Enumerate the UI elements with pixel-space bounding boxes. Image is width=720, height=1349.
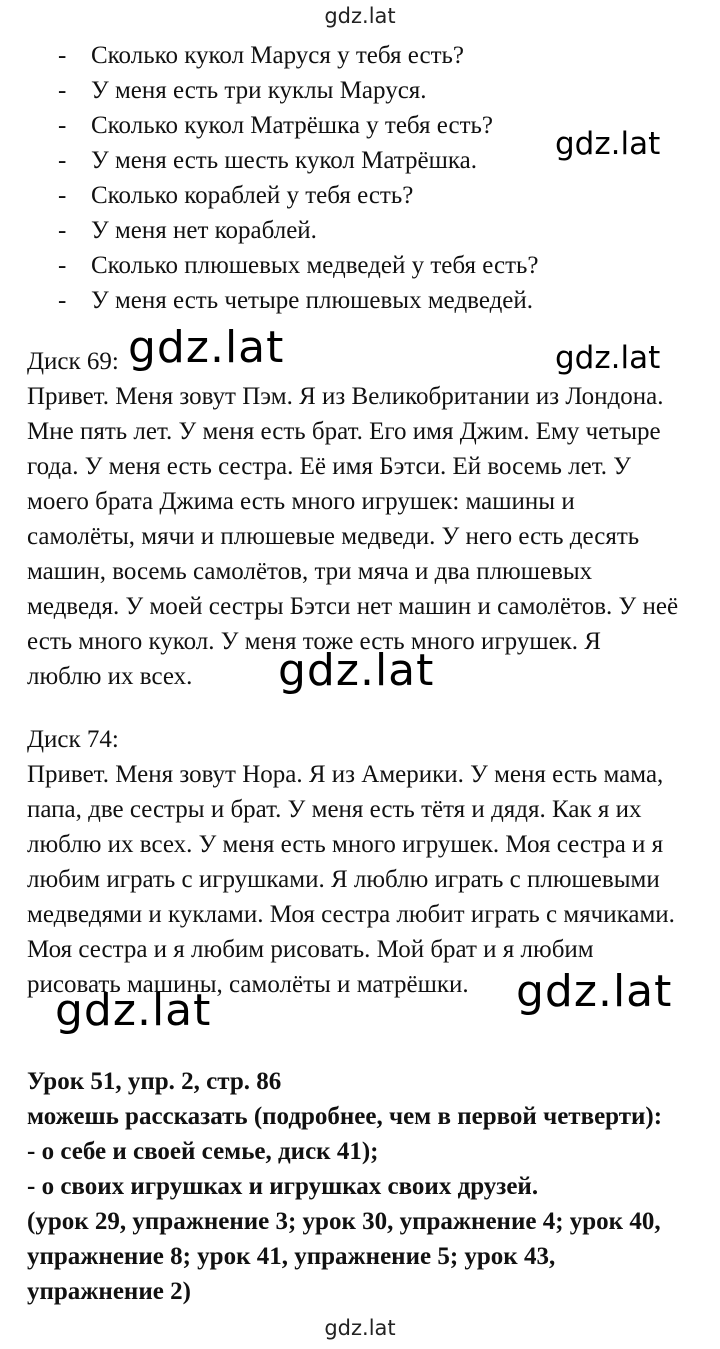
watermark-bottom: gdz.lat (324, 1316, 396, 1340)
dialog-line: - Сколько кукол Маруся у тебя есть? (58, 42, 464, 69)
paragraph-line: года. У меня есть сестра. Её имя Бэтси. Ей восемь лет. У (27, 453, 631, 480)
dialog-list (58, 38, 539, 318)
dialog-line: - Сколько кукол Матрёшка у тебя есть? (58, 112, 494, 139)
paragraph-line: моего брата Джима есть много игрушек: машины и (27, 488, 575, 515)
lesson51-line: - о своих игрушках и игрушках своих друзей. (27, 1173, 539, 1200)
paragraph-line: Моя сестра и я любим рисовать. Мой брат и я любим (27, 936, 594, 963)
lesson51-line: (урок 29, упражнение 3; урок 30, упражнение 4; урок 40, (27, 1208, 661, 1235)
dialog-line: - У меня нет кораблей. (58, 217, 317, 244)
disk74-block (27, 722, 675, 1002)
watermark-left: gdz.lat (55, 985, 212, 1036)
paragraph-line: Привет. Меня зовут Пэм. Я из Великобритании из Лондона. (27, 383, 664, 410)
lesson51-heading: Урок 51, упр. 2, стр. 86 (27, 1068, 282, 1095)
disk74-heading: Диск 74: (27, 726, 119, 753)
paragraph-line: медведя. У моей сестры Бэтси нет машин и самолётов. У неё (27, 593, 679, 620)
dialog-line: - Сколько плюшевых медведей у тебя есть? (58, 252, 539, 279)
watermark-center: gdz.lat (278, 645, 435, 696)
paragraph-line: есть много кукол. У меня тоже есть много игрушек. Я (27, 628, 601, 655)
watermark-top: gdz.lat (324, 4, 396, 28)
paragraph-line: папа, две сестры и брат. У меня есть тётя и дядя. Как я их (27, 796, 642, 823)
watermark-right-1: gdz.lat (555, 126, 661, 162)
lesson51-line: можешь рассказать (подробнее, чем в первой четверти): (27, 1103, 663, 1130)
lesson51-line: упражнение 2) (27, 1278, 191, 1305)
dialog-line: - Сколько кораблей у тебя есть? (58, 182, 414, 209)
lesson51-line: упражнение 8; урок 41, упражнение 5; урок 43, (27, 1243, 556, 1270)
paragraph-line: медведями и куклами. Моя сестра любит играть с мячиками. (27, 901, 675, 928)
dialog-line: - У меня есть четыре плюшевых медведей. (58, 287, 534, 314)
disk69-block (27, 344, 678, 694)
paragraph-line: Мне пять лет. У меня есть брат. Его имя Джим. Ему четыре (27, 418, 661, 445)
paragraph-line: люблю их всех. (27, 663, 193, 690)
paragraph-line: Привет. Меня зовут Нора. Я из Америки. У меня есть мама, (27, 761, 664, 788)
paragraph-line: самолёты, мячи и плюшевые медведи. У него есть десять (27, 523, 640, 550)
lesson51-block (27, 1064, 662, 1309)
dialog-line: - У меня есть три куклы Маруся. (58, 77, 427, 104)
dialog-line: - У меня есть шесть кукол Матрёшка. (58, 147, 477, 174)
paragraph-line: люблю их всех. У меня есть много игрушек. Моя сестра и я (27, 831, 664, 858)
paragraph-line: любим играть с игрушками. Я люблю играть с плюшевыми (27, 866, 660, 893)
disk69-heading: Диск 69: (27, 348, 119, 375)
watermark-heading: gdz.lat (128, 322, 285, 373)
paragraph-line: рисовать машины, самолёты и матрёшки. (27, 971, 469, 998)
paragraph-line: машин, восемь самолётов, три мяча и два плюшевых (27, 558, 593, 585)
watermark-right-2: gdz.lat (555, 340, 661, 376)
watermark-right-3: gdz.lat (516, 966, 673, 1017)
lesson51-line: - о себе и своей семье, диск 41); (27, 1138, 379, 1165)
